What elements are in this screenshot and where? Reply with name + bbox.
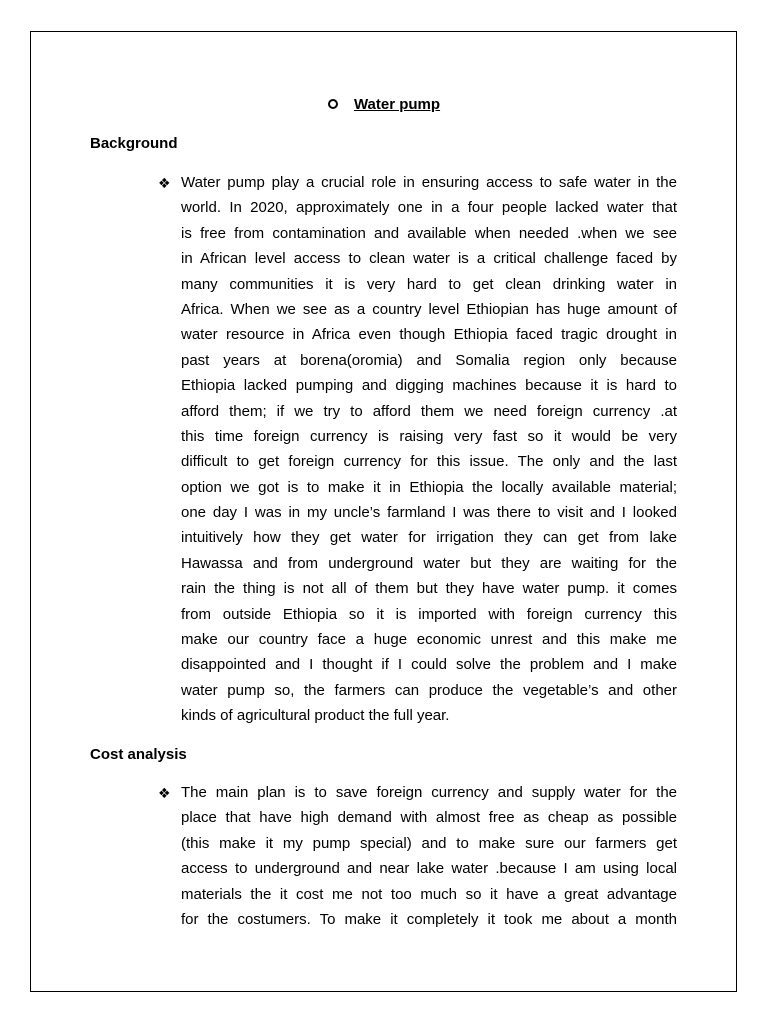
paragraph-line: many communities it is very hard to get clean drinking water in <box>181 275 677 293</box>
background-paragraph <box>181 170 677 729</box>
paragraph-line: for the costumers. To make it completely it took me about a month <box>181 910 677 928</box>
section-heading-cost-analysis: Cost analysis <box>90 746 187 763</box>
diamond-bullet-icon: ❖ <box>158 785 171 801</box>
paragraph-line: difficult to get foreign currency for this issue. The only and the last <box>181 453 677 471</box>
paragraph-line: Water pump play a crucial role in ensuring access to safe water in the <box>181 174 677 191</box>
paragraph-line: kinds of agricultural product the full year. <box>181 707 450 725</box>
paragraph-line: rain the thing is not all of them but they have water pump. it comes <box>181 580 677 598</box>
title-text: Water pump <box>353 96 441 113</box>
diamond-bullet-icon: ❖ <box>158 175 171 191</box>
cost-analysis-paragraph <box>181 780 677 932</box>
paragraph-line: (this make it my pump special) and to make sure our farmers get <box>181 834 677 852</box>
paragraph-line: The main plan is to save foreign currency and supply water for the <box>181 784 677 801</box>
paragraph-line: water pump so, the farmers can produce the vegetable’s and other <box>181 681 677 699</box>
circle-bullet-icon <box>328 99 338 109</box>
paragraph-line: afford them; if we try to afford them we need foreign currency .at <box>181 402 677 420</box>
paragraph-line: past years at borena(oromia) and Somalia region only because <box>181 351 677 369</box>
paragraph-line: disappointed and I thought if I could solve the problem and I make <box>181 656 677 674</box>
paragraph-line: water resource in Africa even though Ethiopia faced tragic drought in <box>181 326 677 344</box>
document-title <box>0 95 768 115</box>
paragraph-line: from outside Ethiopia so it is imported with foreign currency this <box>181 605 677 623</box>
paragraph-line: materials the it cost me not too much so it have a great advantage <box>181 885 677 903</box>
paragraph-line: make our country face a huge economic unrest and this make me <box>181 631 677 649</box>
paragraph-line: option we got is to make it in Ethiopia the locally available material; <box>181 478 677 496</box>
paragraph-line: is free from contamination and available when needed .when we see <box>181 224 677 242</box>
paragraph-line: in African level access to clean water is a critical challenge faced by <box>181 250 677 268</box>
paragraph-line: this time foreign currency is raising very fast so it would be very <box>181 427 677 445</box>
paragraph-line: one day I was in my uncle’s farmland I was there to visit and I looked <box>181 504 677 522</box>
paragraph-line: intuitively how they get water for irrigation they can get from lake <box>181 529 677 547</box>
section-heading-background: Background <box>90 135 178 152</box>
paragraph-line: Africa. When we see as a country level Ethiopian has huge amount of <box>181 300 677 318</box>
paragraph-line: access to underground and near lake water .because I am using local <box>181 860 677 878</box>
paragraph-line: place that have high demand with almost free as cheap as possible <box>181 809 677 827</box>
paragraph-line: Ethiopia lacked pumping and digging machines because it is hard to <box>181 377 677 395</box>
paragraph-line: Hawassa and from underground water but they are waiting for the <box>181 554 677 572</box>
paragraph-line: world. In 2020, approximately one in a four people lacked water that <box>181 199 677 217</box>
